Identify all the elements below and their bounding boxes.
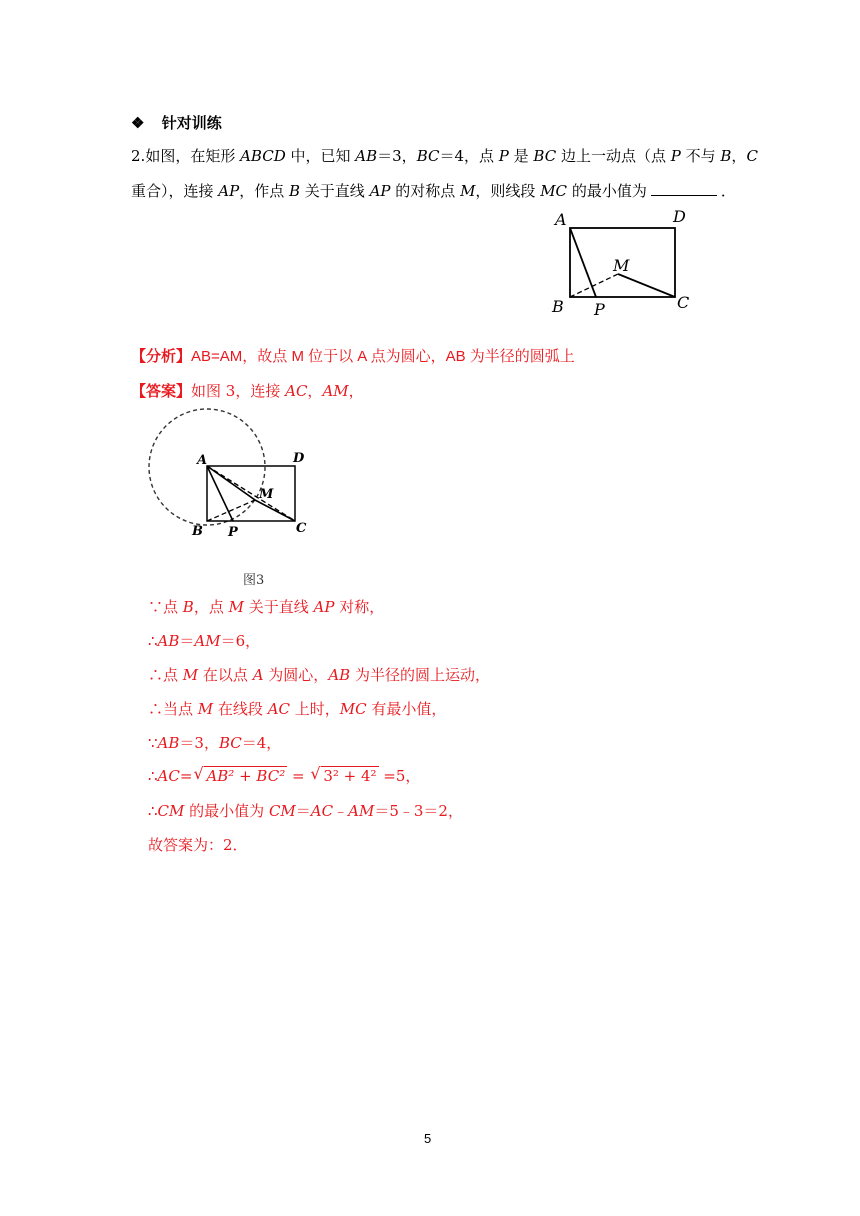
figure-3-caption: 图3 — [243, 573, 265, 588]
math-AM: AM — [194, 632, 221, 650]
figure-3-circle-diagram — [145, 405, 325, 590]
text: 是 — [508, 147, 534, 165]
text: ＝5﹣3＝2， — [374, 802, 463, 820]
sqrt-icon: √ — [193, 764, 204, 783]
math-P: P — [498, 147, 509, 165]
problem-line-1 — [131, 145, 758, 167]
text: ＝ — [179, 632, 195, 650]
math-B: B — [720, 147, 732, 165]
label-C: C — [296, 521, 307, 536]
label-B: B — [192, 524, 203, 539]
math-BC: BC — [218, 734, 242, 752]
math-AC: AC — [310, 802, 334, 820]
text: ∵ — [148, 734, 158, 752]
text: ＝ — [295, 802, 311, 820]
segment-MC — [618, 274, 675, 297]
math-AB: AB — [157, 632, 180, 650]
text: ，点 — [193, 598, 229, 616]
math-M: M — [460, 182, 476, 200]
step-5 — [148, 732, 281, 754]
math-AC: AC — [285, 382, 308, 400]
text: ∵点 — [148, 598, 183, 616]
text: 如图 3，连接 — [191, 382, 286, 400]
text: 不与 — [680, 147, 721, 165]
label-P: P — [228, 525, 238, 540]
math-AB: AB — [355, 147, 378, 165]
final-answer: 故答案为：2． — [148, 836, 248, 854]
text: 关于直线 — [243, 598, 314, 616]
math-AM: AM — [322, 382, 349, 400]
text: ，则线段 — [475, 182, 541, 200]
radicand-2: 3² + 4² — [323, 767, 377, 785]
label-C: C — [677, 293, 690, 312]
text: 为圆心， — [263, 666, 329, 684]
math-AP: AP — [369, 182, 391, 200]
math-AB: AB — [328, 666, 351, 684]
step-6 — [148, 765, 420, 787]
text: 中，已知 — [285, 147, 356, 165]
step-3 — [148, 664, 490, 686]
sqrt-expression-1 — [193, 765, 287, 787]
text: 的对称点 — [390, 182, 461, 200]
text: 的最小值为 — [184, 802, 269, 820]
math-ABCD: ABCD — [240, 147, 286, 165]
text: ＝3， — [377, 147, 417, 165]
figure-1-rectangle-diagram — [545, 205, 705, 320]
text: = — [287, 767, 310, 785]
step-7 — [148, 800, 463, 822]
text: 在以点 — [198, 666, 253, 684]
math-A: A — [252, 666, 264, 684]
text: ， — [731, 147, 747, 165]
sqrt-icon: √ — [310, 764, 321, 783]
label-D: D — [293, 451, 305, 466]
text: 为半径的圆上运动， — [350, 666, 490, 684]
step-8 — [148, 834, 248, 856]
section-heading — [131, 112, 222, 134]
text: ＝3， — [179, 734, 219, 752]
step-2 — [148, 630, 260, 652]
math-AC: AC — [267, 700, 290, 718]
text: ＝6， — [220, 632, 261, 650]
text: 关于直线 — [300, 182, 370, 200]
step-1 — [148, 596, 384, 618]
sqrt-expression-2 — [310, 765, 378, 787]
diamond-bullet-icon: ❖ — [131, 114, 145, 132]
math-CM: CM — [268, 802, 296, 820]
text: ∴ — [148, 767, 158, 785]
analysis-tag: 【分析】 — [131, 348, 192, 365]
answer-tag: 【答案】 — [131, 383, 192, 400]
text: ∴点 — [148, 666, 183, 684]
math-M: M — [228, 598, 244, 616]
text: ， — [348, 382, 364, 400]
text: ． — [720, 182, 736, 200]
math-P: P — [670, 147, 681, 165]
math-BC: BC — [533, 147, 557, 165]
label-A: A — [555, 210, 567, 229]
text: 的最小值为 — [567, 182, 647, 200]
math-BC: BC — [416, 147, 440, 165]
text: ，作点 — [239, 182, 289, 200]
problem-line-2 — [131, 180, 736, 202]
math-AB: AB — [157, 734, 180, 752]
step-4 — [148, 698, 446, 720]
answer-blank[interactable] — [651, 181, 717, 196]
math-MC: MC — [540, 182, 568, 200]
math-MC: MC — [339, 700, 367, 718]
math-AP: AP — [218, 182, 240, 200]
analysis-line — [131, 346, 575, 368]
label-B: B — [552, 297, 564, 316]
math-M: M — [182, 666, 199, 684]
text: 上时， — [290, 700, 340, 718]
problem-number: 2. — [131, 147, 146, 165]
label-P: P — [594, 300, 605, 319]
text: ， — [307, 382, 323, 400]
text: 边上一动点（点 — [556, 147, 671, 165]
radicand-1: AB² + BC² — [206, 767, 286, 785]
math-C: C — [746, 147, 758, 165]
label-D: D — [673, 207, 686, 226]
section-title: 针对训练 — [161, 114, 222, 132]
page-number: 5 — [424, 1131, 432, 1146]
analysis-text: AB=AM，故点 M 位于以 A 点为圆心，AB 为半径的圆弧上 — [191, 348, 575, 365]
label-A: A — [197, 453, 208, 468]
math-AC: AC — [157, 767, 180, 785]
math-B: B — [289, 182, 301, 200]
label-M: M — [259, 487, 274, 502]
text: 如图，在矩形 — [145, 147, 241, 165]
math-B: B — [182, 598, 194, 616]
text: 有最小值， — [366, 700, 447, 718]
text: ＝4，点 — [439, 147, 499, 165]
text: =5， — [378, 767, 421, 785]
text: ﹣ — [333, 802, 349, 820]
text: 对称， — [334, 598, 385, 616]
text: = — [179, 767, 193, 785]
text: 在线段 — [213, 700, 268, 718]
text: ＝4， — [241, 734, 282, 752]
text: ∴ — [148, 632, 158, 650]
text: ∴当点 — [148, 700, 198, 718]
math-AP: AP — [313, 598, 335, 616]
text: 重合），连接 — [131, 182, 219, 200]
math-AM: AM — [348, 802, 375, 820]
text: ∴ — [148, 802, 158, 820]
answer-intro-line — [131, 380, 364, 403]
math-CM: CM — [157, 802, 185, 820]
label-M: M — [613, 256, 630, 275]
math-M: M — [197, 700, 214, 718]
